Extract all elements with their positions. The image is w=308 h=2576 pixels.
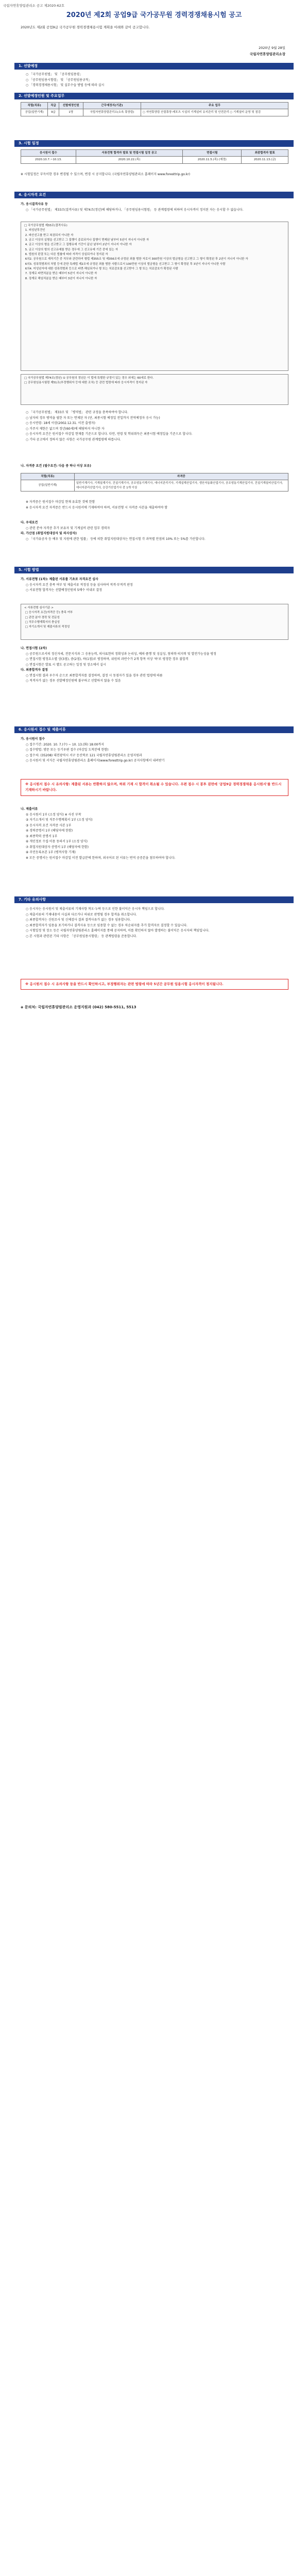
document-item: ① 응시원서 1부 (소정 양식) ※ 사진 부착: [26, 812, 81, 817]
method-line: ○ 면접시험 결과 우수자 순으로 최종합격자를 결정하며, 결정 시 동점자가 있을 경우 관련 법령에 따름: [26, 673, 163, 677]
certificate-notes: [21, 500, 288, 511]
table-cell: 국립자연휴양림관리소(소속 휴양림): [83, 109, 141, 116]
method-line: ○ 공무원으로서의 정신자세, 전문지식과 그 응용능력, 의사표현의 정확성과 논리성, 예의·품행 및 성실성, 창의력·의지력 및 발전가능성을 평정: [26, 652, 216, 656]
eligibility-details: [21, 410, 288, 443]
notes-item: ○ 시험일정 및 장소 등은 국립자연휴양림관리소 홈페이지를 통해 공지하며, 이를 확인하지 않아 발생하는 불이익은 응시자의 책임입니다.: [26, 929, 210, 933]
table-cell: 일반기계기사, 기계설계기사, 건설기계기사, 공조냉동기계기사, 에너지관리기사, 기계설계산업기사, 생산자동화산업기사, 공조냉동기계산업기사, 건설기계설비산업기사, 에너지관리산업기사, 승강기산업기사 중 1개 이상: [74, 480, 288, 492]
basis-line-3: ○ 「경력경쟁채용시험」 및 실무수습 방법 등에 따라 실시: [26, 83, 105, 87]
table-header: 직급: [48, 103, 59, 109]
notes-item: ○ 응시자는 응시원서 및 제출서류의 기재사항 착오·누락 등으로 인한 불이익은 응시자 책임으로 합니다.: [26, 907, 165, 911]
exam-method-b: [21, 646, 288, 684]
documents-block: [21, 807, 288, 861]
table-cell: 2020.11.5.(목) (예정): [183, 157, 242, 163]
intro-text: 2020년도 제2회 공업9급 국가공무원 경력경쟁채용시험 계획을 아래와 같이 공고합니다.: [21, 25, 150, 29]
eligibility-text: ○ 「국가공무원법」 제33조(결격사유) 및 제74조(정년)에 해당하거나, 「공무원임용시험령」 등 관계법령에 의하여 응시자격이 정지된 자는 응시할 수 없습니다.: [26, 208, 244, 212]
positions-table: [21, 102, 288, 116]
application-line: ○ 접수방법: 방문 또는 등기우편 접수 (마감일 도착분에 한함): [26, 748, 109, 752]
document-item: ⑧ 주민등록초본 1부 (병적사항 기재): [26, 851, 76, 854]
method-sub-b: 나. 면접시험 (2차): [21, 647, 47, 650]
notes-item: ○ 최종합격자가 임용을 포기하거나 결격사유 등으로 임용할 수 없는 경우 차순위자를 추가 합격자로 결정할 수 있습니다.: [26, 923, 187, 927]
table-cell: 2020.10.22.(목): [76, 157, 182, 163]
eligibility-line: ○ 응시자격 요건은 원서접수 마감일 현재를 기준으로 합니다. 다만, 연령 및 학위취득은 최종시험 예정일을 기준으로 합니다.: [26, 432, 193, 436]
note-line: ※ 응시자격 요건 자격증은 반드시 응시원서에 기재하여야 하며, 서류전형 시 자격증 사본을 제출하여야 함: [26, 505, 168, 510]
table-header: 주요 업무: [141, 103, 288, 109]
eligibility-sub-d: 라. 가산점 (취업지원대상자 및 의사상자): [21, 532, 77, 535]
method-line: ○ 응시자격 요건 충족 여부 및 제출서류 적정성 등을 심사하여 적격·부적격 판정: [26, 583, 133, 587]
table-header: 최종합격자 발표: [242, 150, 288, 157]
eligibility-intro: [21, 202, 288, 213]
bonus-text: ○ 「국가유공자 등 예우 및 지원에 관한 법률」 등에 의한 취업지원대상자는 면접시험 각 과목별 만점의 10% 또는 5%를 가산합니다.: [26, 537, 206, 541]
application-line: ○ 접수처: (35208) 대전광역시 서구 둔산북로 121 국립자연휴양림관리소 운영지원과: [26, 753, 142, 757]
document-item: ⑤ 최종학력 증명서 1부: [26, 834, 58, 838]
document-item: ② 자기소개서 및 직무수행계획서 1부 (소정 양식): [26, 818, 93, 822]
certificate-heading: [21, 464, 288, 469]
application-warning-box: [21, 779, 288, 796]
document-item: ⑦ 취업지원대상자 증명서 1부 (해당자에 한함): [26, 845, 89, 849]
table-cell: 2020.10.7.~10.13.: [21, 157, 76, 163]
eligibility-line: ○ 응시연령: 18세 이상(2002.12.31. 이전 출생자): [26, 421, 95, 425]
schedule-table: [21, 149, 288, 164]
preference-block: [21, 520, 288, 542]
final-warning-text: ※ 응시원서 접수 시 유의사항 등을 반드시 확인하시고, 부정행위자는 관련 법령에 따라 5년간 공무원 임용시험 응시자격이 정지됩니다.: [25, 982, 224, 986]
notes-item: ○ 본 시험과 관련된 기타 사항은 「공무원임용시험령」 등 관계법령을 준용합니다.: [26, 934, 137, 938]
eligibility-sub-b: 나. 자격증 요건 (필수요건: 다음 중 하나 이상 보유): [21, 464, 91, 468]
table-header: 서류전형 합격자 발표 및 면접시험 일정 공고: [76, 150, 182, 157]
issuing-org: 국립자연휴양림관리소장: [249, 52, 285, 56]
section-heading-5: 5. 시험 방법: [14, 567, 294, 573]
section-1-body: [21, 72, 288, 89]
table-cell: ○ 자연휴양림 산림휴양·레포츠 시설의 기계설비 유지관리 및 안전관리 ○ 기계설비 운영 및 점검: [141, 109, 288, 116]
method-sub-a: 가. 서류전형 (1차): 제출된 서류를 기초로 자격요건 심사: [21, 578, 98, 581]
eligibility-sub-a: 가. 응시결격사유 등: [21, 202, 48, 206]
application-line: ○ 응시원서 및 서식은 국립자연휴양림관리소 홈페이지(www.foresttrip.go.kr) 공지사항에서 내려받기: [26, 759, 165, 762]
disqualification-box: □ 국가공무원법 제33조(결격사유) 1. 피성년후견인 2. 파산선고를 받고 복권되지 아니한 자 3. 금고 이상의 실형을 선고받고 그 집행이 종료되거나 집행이 면제된 날부터 5년이 지나지 아니한 자 4. 금고 이상의 형을 선고받고 그 집행유예 기간이 끝난 날부터 2년이 지나지 아니한 자 5. 금고 이상의 형의 선고유예를 받은 경우에 그 선고유예 기간 중에 있는 자 6. 법원의 판결 또는 다른 법률에 따라 자격이 상실되거나 정지된 자 6의2. 공무원으로 재직기간 중 직무와 관련하여 형법 제355조 및 제356조에 규정된 죄를 범한 자로서 300만원 이상의 벌금형을 선고받고 그 형이 확정된 후 2년이 지나지 아니한 자 6의3. 성폭력범죄의 처벌 등에 관한 특례법 제2조에 규정된 죄를 범한 사람으로서 100만원 이상의 벌금형을 선고받고 그 형이 확정된 후 3년이 지나지 아니한 사람 6의4. 미성년자에 대한 성폭력범죄 등으로 파면·해임되거나 형 또는 치료감호를 선고받아 그 형 또는 치료감호가 확정된 사람 7. 징계로 파면처분을 받은 때부터 5년이 지나지 아니한 자 8. 징계로 해임처분을 받은 때부터 3년이 지나지 아니한 자: [21, 222, 288, 371]
eligibility-line: ○ 남자의 경우 병역을 필한 자 또는 면제된 자 (단, 최종시험 예정일 전일까지 전역예정자 응시 가능): [26, 416, 160, 420]
certificate-table: [21, 473, 288, 492]
retirement-box: □ 국가공무원법 제74조(정년) ① 공무원의 정년은 이 법에 특별한 규정이 있는 경우 외에는 60세로 한다. □ 공무원임용시험령 제51조(부정행위자 등에 대한 조치) 등 관련 법령에 따라 응시자격이 정지된 자: [21, 374, 288, 405]
table-header: 응시원서 접수: [21, 150, 76, 157]
application-block: [21, 737, 288, 764]
documents-note: ※ 모든 증명서는 원서접수 마감일 이전 발급분에 한하며, 외국어로 된 서류는 번역 공증본을 첨부하여야 합니다.: [26, 856, 176, 860]
table-cell: 9급: [48, 109, 59, 116]
page-title: 2020년 제2회 공업9급 국가공무원 경력경쟁채용시험 공고: [66, 11, 242, 19]
table-cell: 2020.11.13.(금): [242, 157, 288, 163]
application-sub-a: 가. 응시원서 접수: [21, 737, 45, 741]
table-header: 직렬(직류): [21, 103, 48, 109]
exam-method-a: [21, 577, 288, 594]
section-heading-1: 1. 선발예정: [14, 63, 294, 70]
screening-criteria-box: < 서류전형 심사기준 > □ 응시자격 요건(자격증 등) 충족 여부 □ 관련 분야 경력 및 전문성 □ 직무수행계획서의 충실성 □ 자기소개서 및 제출서류의 적정성: [21, 604, 288, 640]
note-line: ※ 자격증은 원서접수 마감일 현재 유효한 것에 한함: [26, 500, 95, 504]
table-header: 면접시험: [183, 150, 242, 157]
eligibility-line: ○ 「국가공무원법」 제33조 및 「병역법」 관련 규정을 충족하여야 합니다.: [26, 411, 128, 414]
basis-line-1: ○ 「국가공무원법」 및 「공무원임용령」: [26, 73, 83, 76]
notes-block: [21, 907, 288, 939]
table-cell: 1명: [59, 109, 83, 116]
document-item: ④ 경력증명서 1부 (해당자에 한함): [26, 829, 73, 833]
warning-text: ※ 응시원서 접수 시 유의사항: 제출된 서류는 반환하지 않으며, 허위 기재 시 합격이 취소될 수 있습니다. 우편 접수 시 봉투 겉면에 '공업9급 경력경쟁채용 응시원서'를 반드시 기재하시기 바랍니다.: [25, 782, 282, 792]
notice-date: 2020년 9월 28일: [259, 46, 285, 50]
basis-line-2: ○ 「공무원임용시험령」 및 「공무원임용규칙」: [26, 78, 92, 82]
section-heading-3: 3. 시험 일정: [14, 140, 294, 147]
table-header: 근무예정지(기관): [83, 103, 141, 109]
preference-text: ○ 관련 분야 자격증 추가 보유자 및 기계설비 관련 업무 경력자: [26, 526, 110, 530]
document-item: ⑥ 개인정보 수집·이용 동의서 1부 (소정 양식): [26, 840, 88, 843]
method-sub-c: 다. 최종합격자 결정: [21, 668, 48, 672]
final-warning-box: [21, 979, 288, 990]
table-header: 선발예정인원: [59, 103, 83, 109]
section-heading-2: 2. 선발예정인원 및 주요업무: [14, 93, 294, 99]
section-heading-4: 4. 응시자격 요건: [14, 192, 294, 198]
method-line: ○ 서류전형 합격자는 선발예정인원의 5배수 이내로 결정: [26, 588, 102, 592]
documents-sub-b: 나. 제출서류: [21, 807, 38, 811]
table-cell: 공업(일반기계): [21, 109, 48, 116]
table-cell: 공업(일반기계): [21, 480, 75, 492]
application-line: ○ 접수기간: 2020. 10. 7.(수) ~ 10. 13.(화) 18:00까지: [26, 742, 105, 747]
notes-item: ○ 최종합격자는 신원조사 및 신체검사 결과 결격사유가 없는 경우 임용합니다.: [26, 918, 131, 922]
method-line: ○ 적격자가 없는 경우 선발예정인원에 불구하고 선발하지 않을 수 있음: [26, 679, 121, 683]
table-header: 직렬(직류): [21, 473, 75, 480]
section-heading-7: 7. 기타 유의사항: [14, 896, 294, 903]
notice-number: 국립자연휴양림관리소 공고 제2020-62호: [3, 4, 65, 8]
eligibility-sub-c: 다. 우대요건: [21, 521, 38, 524]
document-item: ③ 응시자격 요건 자격증 사본 1부: [26, 823, 72, 827]
contact-info: ◈ 문의처: 국립자연휴양림관리소 운영지원과 (042) 580-5511, 5513: [21, 1005, 136, 1009]
eligibility-line: ○ 거주지 제한은 없으며 정년(60세)에 해당하지 아니한 자: [26, 427, 105, 431]
eligibility-line: ○ 기타 공고에서 정하지 않은 사항은 국가공무원 관계법령에 따릅니다.: [26, 437, 121, 442]
section-heading-6: 6. 응시원서 접수 및 제출서류: [14, 726, 294, 733]
method-line: ○ 면접시험은 발표 시 별도 공고하는 일정 및 장소에서 실시: [26, 663, 106, 667]
method-line: ○ 면접시험 평정요소별 상(3점), 중(2점), 하(1점)로 평정하며, 위원의 과반수가 2개 항목 이상 '하'로 평정한 경우 불합격: [26, 657, 189, 661]
schedule-note: ※ 시험일정은 부득이한 경우 변경될 수 있으며, 변경 시 공지합니다. (국립자연휴양림관리소 홈페이지 www.foresttrip.go.kr): [21, 173, 191, 176]
table-header: 자격증: [74, 473, 288, 480]
notes-item: ○ 제출서류의 기재내용이 사실과 다르거나 허위로 판명될 경우 합격을 취소합니다.: [26, 912, 137, 917]
